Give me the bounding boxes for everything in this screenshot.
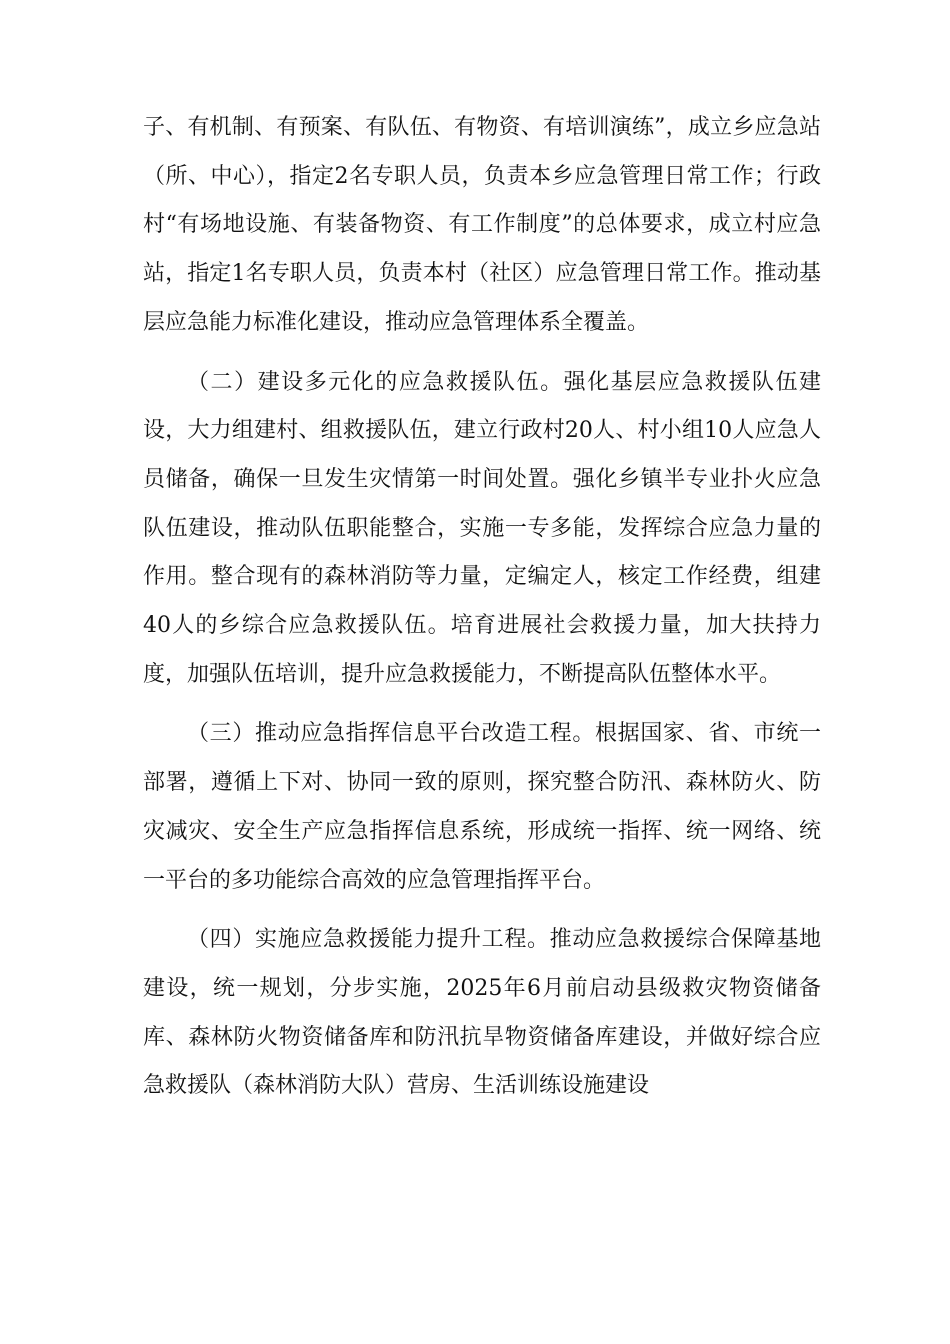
paragraph-continuation: 子、有机制、有预案、有队伍、有物资、有培训演练”，成立乡应急站（所、中心），指定2名专职人员，负责本乡应急管理日常工作；行政村“有场地设施、有装备物资、有工作制度”的总体要求，成立村应急站，指定1名专职人员，负责本村（社区）应急管理日常工作。推动基层应急能力标准化建设，推动应急管理体系全覆盖。 [143, 115, 821, 335]
paragraph-section-3: （三）推动应急指挥信息平台改造工程。根据国家、省、市统一部署，遵循上下对、协同一致的原则，探究整合防汛、森林防火、防灾减灾、安全生产应急指挥信息系统，形成统一指挥、统一网络、统一平台的多功能综合高效的应急管理指挥平台。 [143, 721, 821, 893]
document-body [143, 104, 821, 1111]
paragraph-section-4: （四）实施应急救援能力提升工程。推动应急救援综合保障基地建设，统一规划，分步实施，2025年6月前启动县级救灾物资储备库、森林防火物资储备库和防汛抗旱物资储备库建设，并做好综合应急救援队（森林消防大队）营房、生活训练设施建设 [143, 927, 821, 1099]
paragraph-section-2: （二）建设多元化的应急救援队伍。强化基层应急救援队伍建设，大力组建村、组救援队伍，建立行政村20人、村小组10人应急人员储备，确保一旦发生灾情第一时间处置。强化乡镇半专业扑火应急队伍建设，推动队伍职能整合，实施一专多能，发挥综合应急力量的作用。整合现有的森林消防等力量，定编定人，核定工作经费，组建40人的乡综合应急救援队伍。培育进展社会救援力量，加大扶持力度，加强队伍培训，提升应急救援能力，不断提高队伍整体水平。 [143, 369, 821, 687]
